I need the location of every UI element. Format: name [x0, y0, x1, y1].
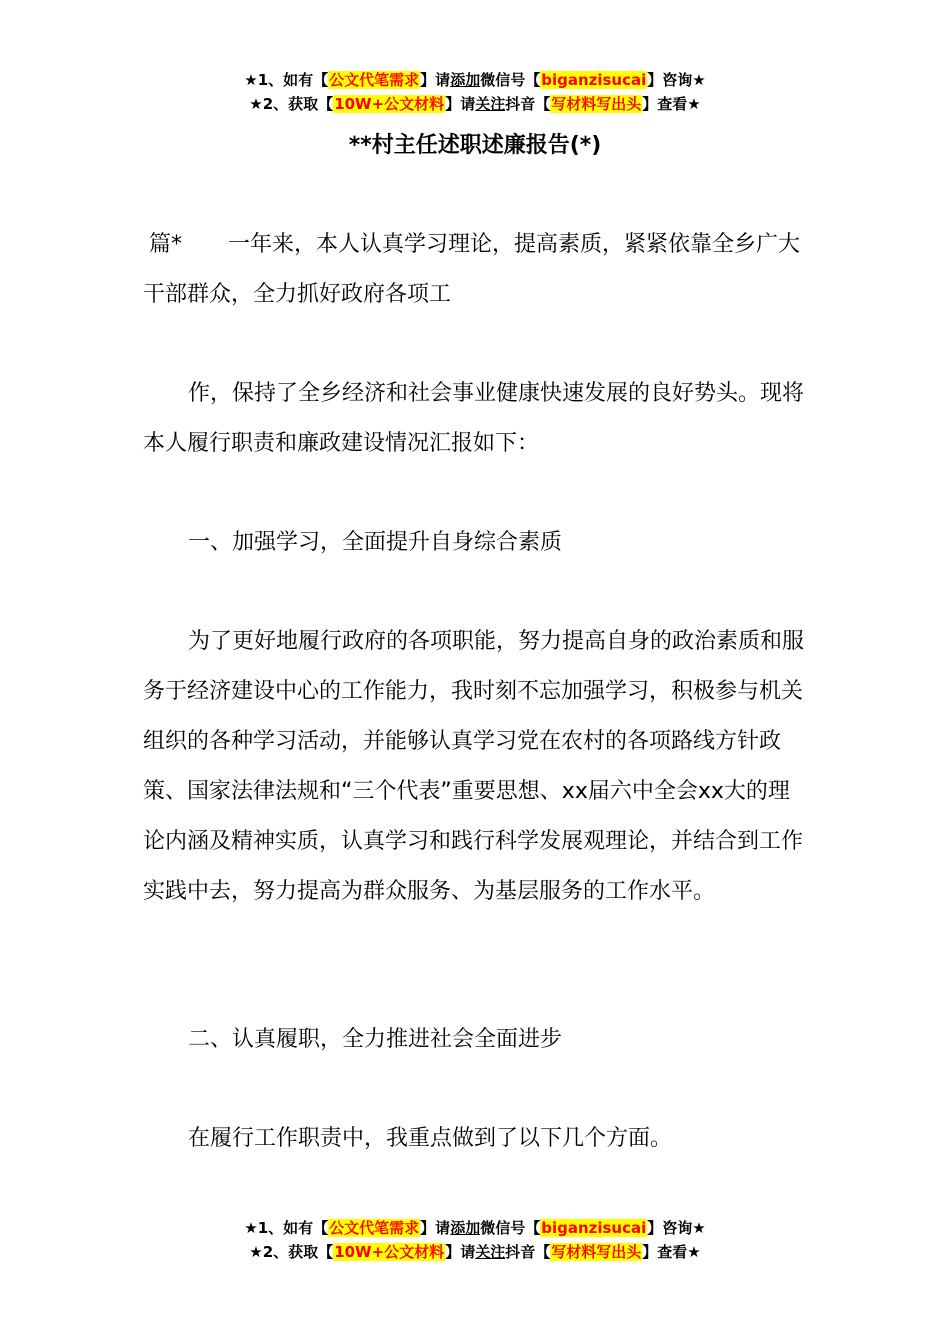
- promo-underlined-text: 关注: [475, 1243, 506, 1261]
- promo-line-2: [0, 1240, 950, 1264]
- promo-underlined-text: 添加: [450, 1219, 481, 1237]
- promo-text: 微信号【: [480, 71, 541, 89]
- promo-line-1: [0, 1216, 950, 1240]
- paragraph-continuation: 作，保持了全乡经济和社会事业健康快速发展的良好势头。现将本人履行职责和廉政建设情况汇报如下：: [143, 381, 805, 456]
- promo-highlight: 写材料写出头: [551, 95, 642, 113]
- promo-highlight: 10W+公文材料: [334, 95, 445, 113]
- promo-text: ★1、如有【: [244, 1219, 329, 1237]
- promo-highlight: 写材料写出头: [551, 1243, 642, 1261]
- promo-line-1: [0, 68, 950, 92]
- promo-line-2: [0, 92, 950, 116]
- pian-label: 篇*: [149, 232, 183, 257]
- promo-text: 】请: [445, 95, 476, 113]
- promo-text: ★1、如有【: [244, 71, 329, 89]
- promo-text: ★2、获取【: [249, 95, 334, 113]
- promo-banner-top: [0, 68, 950, 116]
- promo-highlight: 公文代笔需求: [329, 1219, 420, 1237]
- section-heading-2: 二、认真履职，全力推进社会全面进步: [188, 1027, 563, 1052]
- promo-underlined-text: 关注: [475, 95, 506, 113]
- promo-text: 】请: [445, 1243, 476, 1261]
- promo-text: 抖音【: [505, 1243, 551, 1261]
- paragraph-duties: 在履行工作职责中，我重点做到了以下几个方面。: [188, 1126, 673, 1151]
- promo-text: 】查看★: [642, 95, 701, 113]
- promo-highlight: 公文代笔需求: [329, 71, 420, 89]
- paragraph-study: 为了更好地履行政府的各项职能，努力提高自身的政治素质和服务于经济建设中心的工作能力，我时刻不忘加强学习，积极参与机关组织的各种学习活动，并能够认真学习党在农村的各项路线方针政策、国家法律法规和“三个代表”重要思想、xx届六中全会xx大的理论内涵及精神实质，认真学习和践行科学发展观理论，并结合到工作实践中去，努力提高为群众服务、为基层服务的工作水平。: [143, 629, 805, 904]
- promo-highlight: 10W+公文材料: [334, 1243, 445, 1261]
- promo-text: 】咨询★: [647, 1219, 706, 1237]
- promo-text: 】咨询★: [647, 71, 706, 89]
- paragraph-intro: [143, 220, 811, 320]
- promo-highlight: biganzisucai: [541, 1219, 647, 1237]
- promo-text: 】查看★: [642, 1243, 701, 1261]
- promo-text: 】请: [420, 71, 451, 89]
- document-title: **村主任述职述廉报告(*): [348, 133, 602, 158]
- promo-text: ★2、获取【: [249, 1243, 334, 1261]
- promo-underlined-text: 添加: [450, 71, 481, 89]
- promo-highlight: biganzisucai: [541, 71, 647, 89]
- promo-text: 】请: [420, 1219, 451, 1237]
- promo-text: 微信号【: [480, 1219, 541, 1237]
- section-heading-1: 一、加强学习，全面提升自身综合素质: [188, 530, 563, 555]
- promo-text: 抖音【: [505, 95, 551, 113]
- promo-banner-bottom: [0, 1216, 950, 1264]
- paragraph-intro-text: 一年来，本人认真学习理论，提高素质，紧紧依靠全乡广大干部群众，全力抓好政府各项工: [143, 232, 801, 307]
